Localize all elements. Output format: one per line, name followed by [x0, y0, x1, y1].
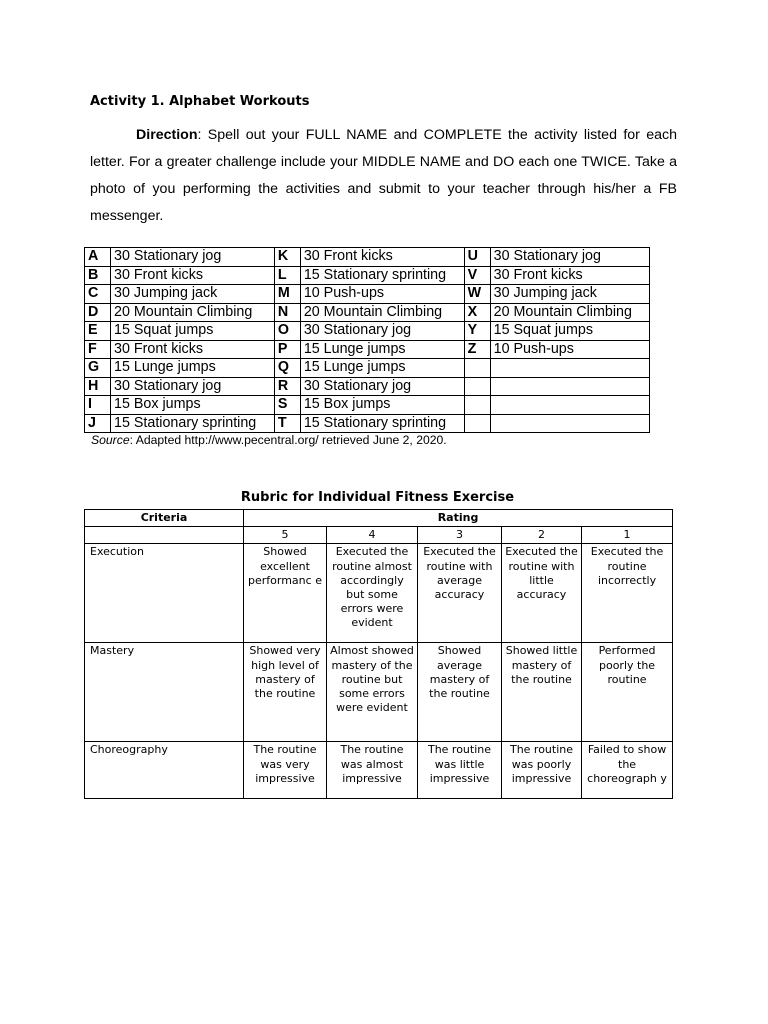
rubric-table: [84, 509, 673, 799]
workout-activity: 30 Front kicks: [490, 266, 649, 285]
workout-activity: 15 Squat jumps: [111, 322, 275, 341]
source-text: : Adapted http://www.pecentral.org/ retrieved June 2, 2020.: [129, 433, 447, 447]
workout-activity: 10 Push-ups: [300, 285, 464, 304]
source-label: Source: [91, 433, 130, 447]
workout-activity: 15 Stationary sprinting: [300, 414, 464, 433]
rubric-cell: Failed to show the choreograph y: [582, 742, 673, 799]
workout-letter: R: [274, 377, 300, 396]
workout-activity: 30 Stationary jog: [111, 377, 275, 396]
rubric-cell: Showed average mastery of the routine: [418, 643, 502, 742]
workout-activity: 15 Squat jumps: [490, 322, 649, 341]
workout-letter: D: [85, 303, 111, 322]
criteria-header: Criteria: [85, 510, 244, 527]
workout-activity: 30 Jumping jack: [490, 285, 649, 304]
rubric-cell: The routine was almost impressive: [327, 742, 418, 799]
rubric-cell: Executed the routine almost accordingly but some errors were evident: [327, 544, 418, 643]
criterion-label: Choreography: [85, 742, 244, 799]
alphabet-workout-table: [84, 247, 650, 433]
rubric-cell: Executed the routine incorrectly: [582, 544, 673, 643]
rubric-row-mastery: [85, 643, 673, 742]
alphabet-row: [85, 396, 650, 415]
rubric-cell: Executed the routine with little accuracy: [502, 544, 582, 643]
rubric-cell: Executed the routine with average accuracy: [418, 544, 502, 643]
rubric-row-choreography: [85, 742, 673, 799]
rating-4-header: 4: [327, 527, 418, 544]
workout-activity: [490, 414, 649, 433]
workout-letter: T: [274, 414, 300, 433]
rubric-cell: Showed little mastery of the routine: [502, 643, 582, 742]
workout-letter: [464, 414, 490, 433]
workout-activity: [490, 377, 649, 396]
workout-letter: C: [85, 285, 111, 304]
workout-letter: A: [85, 248, 111, 267]
rating-header: Rating: [244, 510, 673, 527]
alphabet-row: [85, 359, 650, 378]
rubric-cell: Showed very high level of mastery of the routine: [244, 643, 327, 742]
workout-letter: P: [274, 340, 300, 359]
alphabet-row: [85, 377, 650, 396]
workout-activity: 30 Stationary jog: [300, 322, 464, 341]
workout-activity: 15 Box jumps: [300, 396, 464, 415]
workout-activity: 15 Box jumps: [111, 396, 275, 415]
workout-activity: 15 Lunge jumps: [300, 340, 464, 359]
workout-letter: M: [274, 285, 300, 304]
workout-letter: N: [274, 303, 300, 322]
rating-5-header: 5: [244, 527, 327, 544]
workout-letter: F: [85, 340, 111, 359]
workout-activity: 30 Front kicks: [111, 340, 275, 359]
direction-paragraph: [90, 122, 677, 230]
workout-letter: I: [85, 396, 111, 415]
workout-letter: J: [85, 414, 111, 433]
workout-activity: 30 Stationary jog: [300, 377, 464, 396]
workout-activity: 30 Front kicks: [111, 266, 275, 285]
alphabet-row: [85, 285, 650, 304]
workout-activity: 15 Lunge jumps: [300, 359, 464, 378]
rating-2-header: 2: [502, 527, 582, 544]
workout-activity: 15 Stationary sprinting: [300, 266, 464, 285]
workout-letter: Q: [274, 359, 300, 378]
workout-letter: S: [274, 396, 300, 415]
alphabet-row: [85, 266, 650, 285]
workout-activity: 15 Stationary sprinting: [111, 414, 275, 433]
workout-activity: 30 Stationary jog: [490, 248, 649, 267]
alphabet-row: [85, 248, 650, 267]
workout-activity: [490, 396, 649, 415]
workout-letter: O: [274, 322, 300, 341]
workout-letter: V: [464, 266, 490, 285]
workout-activity: 20 Mountain Climbing: [111, 303, 275, 322]
rubric-cell: The routine was poorly impressive: [502, 742, 582, 799]
workout-activity: 30 Stationary jog: [111, 248, 275, 267]
rubric-cell: The routine was little impressive: [418, 742, 502, 799]
workout-letter: W: [464, 285, 490, 304]
workout-letter: Z: [464, 340, 490, 359]
alphabet-row: [85, 303, 650, 322]
rubric-cell: The routine was very impressive: [244, 742, 327, 799]
workout-activity: 30 Jumping jack: [111, 285, 275, 304]
alphabet-row: [85, 414, 650, 433]
workout-activity: 15 Lunge jumps: [111, 359, 275, 378]
criterion-label: Execution: [85, 544, 244, 643]
workout-letter: [464, 396, 490, 415]
workout-activity: 10 Push-ups: [490, 340, 649, 359]
workout-activity: 30 Front kicks: [300, 248, 464, 267]
alphabet-row: [85, 322, 650, 341]
workout-letter: L: [274, 266, 300, 285]
empty-header-cell: [85, 527, 244, 544]
workout-activity: 20 Mountain Climbing: [490, 303, 649, 322]
rubric-row-execution: [85, 544, 673, 643]
rubric-cell: Showed excellent performanc e: [244, 544, 327, 643]
rubric-title: Rubric for Individual Fitness Exercise: [240, 490, 515, 505]
workout-activity: [490, 359, 649, 378]
rubric-cell: Almost showed mastery of the routine but some errors were evident: [327, 643, 418, 742]
workout-letter: G: [85, 359, 111, 378]
workout-letter: [464, 359, 490, 378]
workout-letter: Y: [464, 322, 490, 341]
rubric-cell: Performed poorly the routine: [582, 643, 673, 742]
workout-activity: 20 Mountain Climbing: [300, 303, 464, 322]
activity-heading: Activity 1. Alphabet Workouts: [90, 94, 310, 109]
workout-letter: H: [85, 377, 111, 396]
workout-letter: X: [464, 303, 490, 322]
workout-letter: E: [85, 322, 111, 341]
source-note: [91, 433, 447, 447]
rating-3-header: 3: [418, 527, 502, 544]
direction-label: Direction: [136, 127, 198, 143]
criterion-label: Mastery: [85, 643, 244, 742]
workout-letter: B: [85, 266, 111, 285]
alphabet-row: [85, 340, 650, 359]
workout-letter: K: [274, 248, 300, 267]
workout-letter: U: [464, 248, 490, 267]
direction-text: : Spell out your FULL NAME and COMPLETE the activity listed for each letter. For a greater challenge include your MIDDLE NAME and DO each one TWICE. Take a photo of you performing the activities and submit to your teacher through his/her a FB messenger.: [90, 127, 677, 224]
workout-letter: [464, 377, 490, 396]
rating-1-header: 1: [582, 527, 673, 544]
